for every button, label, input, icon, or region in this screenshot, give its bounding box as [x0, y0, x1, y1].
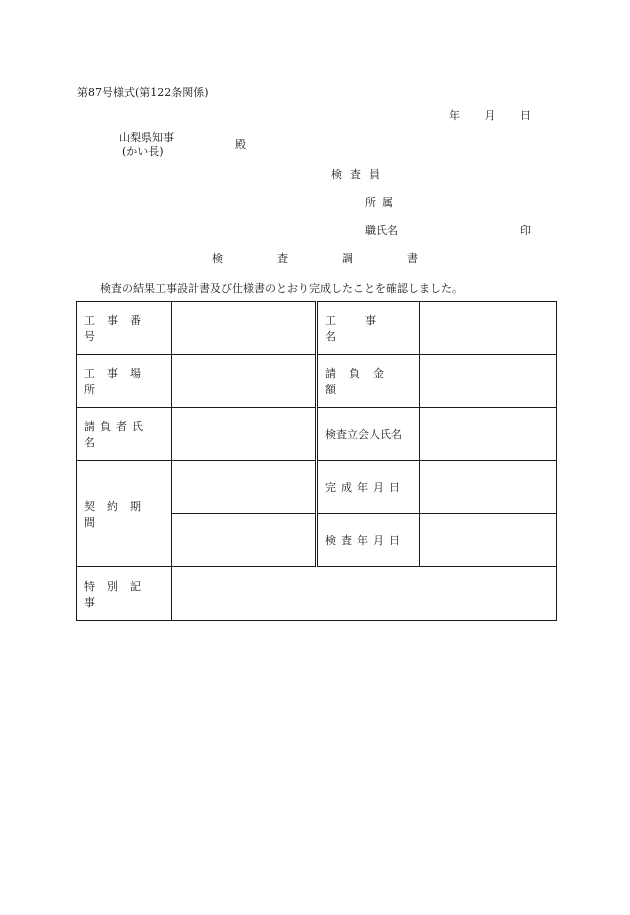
table-row	[77, 567, 557, 621]
inspection-date-field[interactable]	[420, 514, 557, 567]
witness-name-field[interactable]	[420, 408, 557, 461]
label-text: 工事番号	[84, 314, 153, 343]
document-title: 検査調書	[212, 252, 472, 265]
label-text: 請負者氏名	[84, 420, 148, 449]
addressee-title: 山梨県知事	[119, 131, 174, 144]
date-line	[449, 109, 531, 123]
inspector-affiliation-label: 所属	[365, 196, 399, 209]
addressee-title-alt: (かい長)	[122, 145, 164, 158]
label-text: 請負金額	[325, 367, 397, 396]
label-text: 契約期間	[84, 499, 153, 529]
work-location-label	[77, 355, 172, 408]
label-text: 検査年月日	[325, 534, 405, 547]
form-number: 第87号様式(第122条関係)	[77, 86, 209, 99]
contractor-name-label	[77, 408, 172, 461]
work-name-field[interactable]	[420, 302, 557, 355]
table-row	[77, 408, 557, 461]
label-text: 工事名	[325, 314, 405, 343]
work-name-label	[317, 302, 420, 355]
witness-name-label	[317, 408, 420, 461]
work-number-field[interactable]	[172, 302, 317, 355]
inspector-heading: 検査員	[331, 168, 388, 181]
completion-date-label	[317, 461, 420, 514]
inspection-table	[76, 301, 557, 621]
table-row	[77, 302, 557, 355]
contract-amount-label	[317, 355, 420, 408]
document-statement: 検査の結果工事設計書及び仕様書のとおり完成したことを確認しました。	[100, 282, 463, 295]
label-text: 完成年月日	[325, 481, 405, 494]
contract-period-start-field[interactable]	[172, 461, 317, 514]
label-text: 特別記事	[84, 579, 153, 609]
label-text: 工事場所	[84, 367, 153, 396]
date-day-label: 日	[520, 109, 531, 122]
seal-mark: 印	[520, 224, 531, 237]
special-notes-label	[77, 567, 172, 621]
label-text: 検査立会人氏名	[325, 428, 402, 441]
work-number-label	[77, 302, 172, 355]
table-row	[77, 355, 557, 408]
inspector-name-label: 職氏名	[365, 224, 398, 237]
date-year-label: 年	[449, 109, 460, 122]
special-notes-field[interactable]	[172, 567, 557, 621]
work-location-field[interactable]	[172, 355, 317, 408]
contract-period-end-field[interactable]	[172, 514, 317, 567]
contract-amount-field[interactable]	[420, 355, 557, 408]
contract-period-label	[77, 461, 172, 567]
completion-date-field[interactable]	[420, 461, 557, 514]
addressee-honorific: 殿	[235, 138, 246, 151]
contractor-name-field[interactable]	[172, 408, 317, 461]
inspection-date-label	[317, 514, 420, 567]
table-row	[77, 461, 557, 514]
date-month-label: 月	[484, 109, 496, 122]
